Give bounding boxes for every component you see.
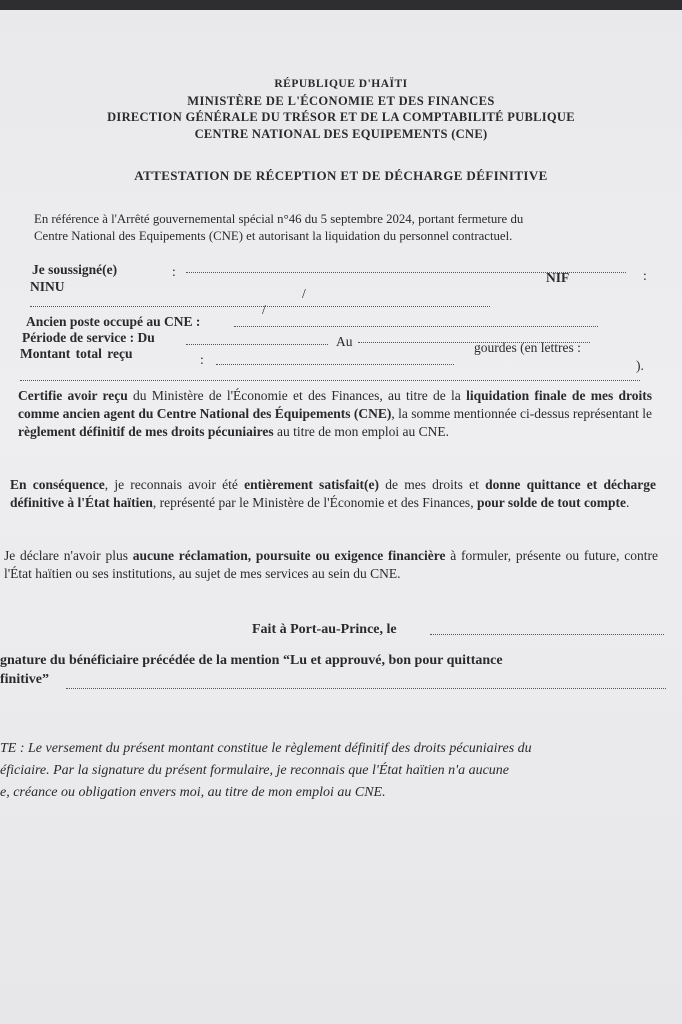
text-run: pour solde de tout compte: [476, 495, 626, 510]
text-run: .: [625, 495, 630, 510]
soussigne-label: Je soussigné(e): [32, 262, 118, 277]
nif-colon: :: [643, 268, 647, 283]
montant-label: Montant total reçu: [20, 346, 133, 361]
text-run: donne quittance et décharge définitive à l'État haïtien: [10, 477, 656, 510]
periode-du-line: [186, 344, 328, 345]
text-run: , la somme mentionnée ci-dessus représentant le: [391, 406, 652, 421]
lettres-line: [20, 380, 640, 381]
text-run: liquidation finale de mes droits comme ancien agent du Centre National des Équipements (CNE): [18, 388, 652, 421]
ancien-poste-label: Ancien poste occupé au CNE :: [26, 314, 201, 329]
nif-label: NIF: [546, 270, 570, 285]
intro-line-1: En référence à l'Arrêté gouvernemental spécial n°46 du 5 septembre 2024, portant fermeture du: [34, 212, 524, 226]
soussigne-colon: :: [172, 264, 176, 279]
text-run: du Ministère de l'Économie et des Finances, au titre de la: [127, 388, 467, 403]
signature-line-2: finitive”: [0, 672, 49, 687]
republic-header: RÉPUBLIQUE D'HAÏTI: [274, 78, 408, 90]
paragraph-declaration: [4, 547, 658, 583]
fait-a-label: Fait à Port-au-Prince, le: [252, 622, 397, 637]
text-run: , représenté par le Ministère de l'Économie et des Finances,: [152, 495, 477, 510]
ninu-label: NINU: [30, 279, 65, 294]
text-run: règlement définitif de mes droits pécuniaires: [18, 424, 274, 439]
text-run: à formuler, présente ou future, contre l'État haïtien ou ses institutions, au sujet de mes services au sein du CNE.: [4, 548, 659, 581]
ancien-poste-line: [234, 326, 598, 327]
text-run: entièrement satisfait(e): [244, 477, 380, 492]
ministry-header: MINISTÈRE DE L'ÉCONOMIE ET DES FINANCES: [187, 94, 495, 108]
ninu-slash-1: /: [302, 286, 306, 301]
periode-au-label: Au: [336, 334, 353, 349]
document-title: ATTESTATION DE RÉCEPTION ET DE DÉCHARGE DÉFINITIVE: [134, 168, 548, 183]
signature-line-1: gnature du bénéficiaire précédée de la mention “Lu et approuvé, bon pour quittance: [0, 653, 503, 668]
center-header: CENTRE NATIONAL DES EQUIPEMENTS (CNE): [194, 127, 488, 141]
ninu-slash-2: /: [262, 302, 266, 317]
note-line-1: TE : Le versement du présent montant constitue le règlement définitif des droits pécuniaires du: [0, 741, 532, 756]
ninu-line: [30, 306, 490, 307]
text-run: , je reconnais avoir été: [104, 477, 245, 492]
text-run: aucune réclamation, poursuite ou exigence financière: [132, 548, 446, 563]
direction-header: DIRECTION GÉNÉRALE DU TRÉSOR ET DE LA COMPTABILITÉ PUBLIQUE: [107, 110, 575, 124]
note-line-3: e, créance ou obligation envers moi, au titre de mon emploi au CNE.: [0, 785, 386, 800]
note-line-2: éficiaire. Par la signature du présent formulaire, je reconnais que l'État haïtien n'a aucune: [0, 763, 510, 778]
paragraph-consequence: [10, 476, 656, 512]
montant-line: [216, 364, 454, 365]
close-paren: ).: [636, 358, 644, 373]
text-run: Je déclare n'avoir plus: [4, 548, 133, 563]
gourdes-label: gourdes (en lettres :: [474, 340, 581, 355]
periode-label: Période de service : Du: [22, 330, 155, 345]
intro-line-2: Centre National des Equipements (CNE) et autorisant la liquidation du personnel contractuel.: [34, 229, 513, 243]
paragraph-certifie: [18, 387, 652, 441]
top-shadow: [0, 0, 682, 10]
text-run: de mes droits et: [379, 477, 486, 492]
date-line: [430, 634, 664, 635]
text-run: En conséquence: [10, 477, 105, 492]
montant-colon: :: [200, 352, 204, 367]
signature-line: [66, 688, 666, 689]
text-run: Certifie avoir reçu: [18, 388, 128, 403]
text-run: au titre de mon emploi au CNE.: [273, 424, 450, 439]
